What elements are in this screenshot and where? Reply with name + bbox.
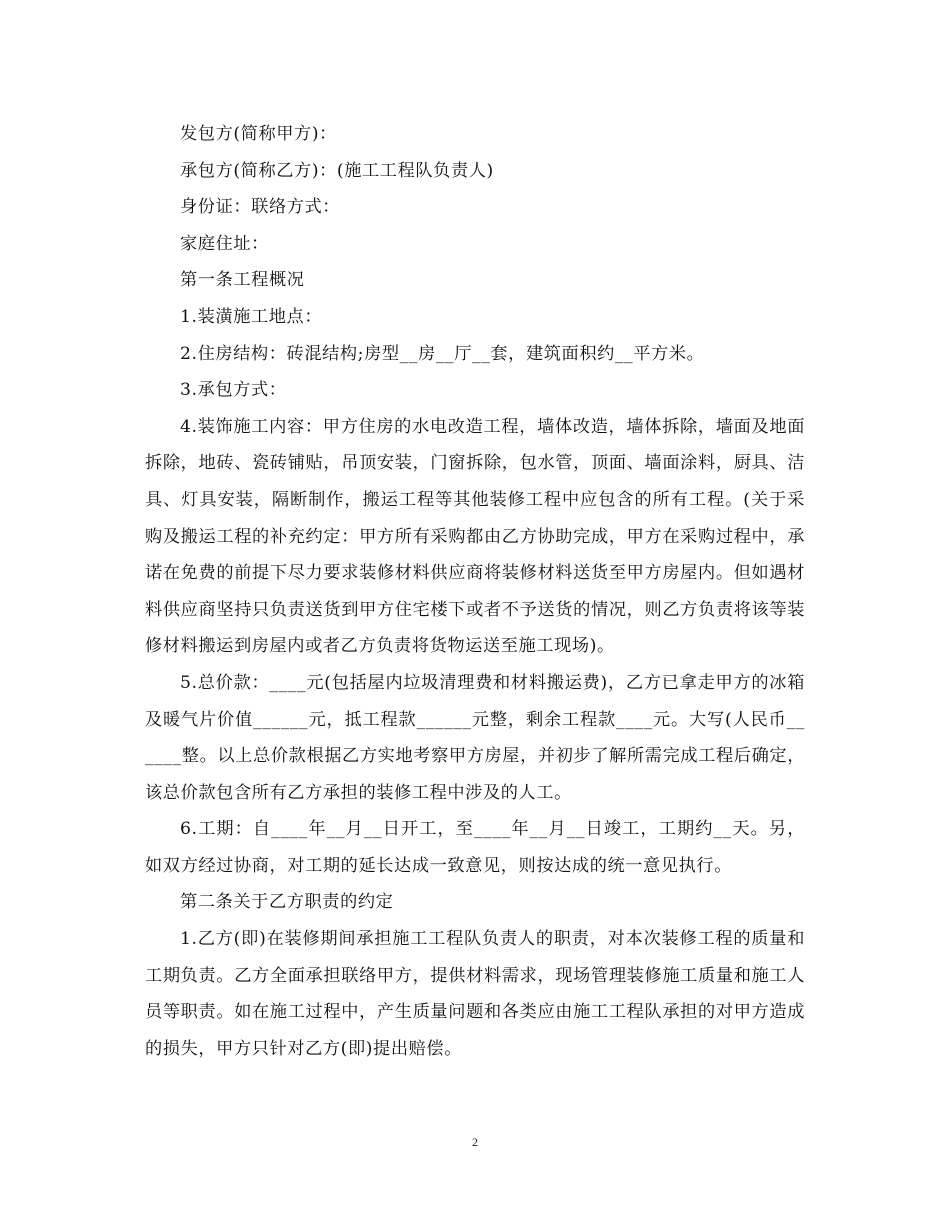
page-number: 2 [472,1135,478,1149]
clause-2-1: 1.乙方(即)在装修期间承担施工工程队负责人的职责，对本次装修工程的质量和工期负责。乙方全面承担联络甲方，提供材料需求，现场管理装修施工质量和施工人员等职责。如在施工过程中，产生质量问题和各类应由施工工程队承担的对甲方造成的损失，甲方只针对乙方(即)提出赔偿。 [145,929,805,1059]
article-1-heading: 第一条工程概况 [180,270,305,291]
clause-1-6: 6.工期：自____年__月__日开工，至____年__月__日竣工，工期约__天。另，如双方经过协商，对工期的延长达成一致意见，则按达成的统一意见执行。 [145,819,805,876]
party-a-line: 发包方(简称甲方)： [180,124,337,144]
id-contact-line: 身份证：联络方式： [180,197,341,218]
home-address-line: 家庭住址： [180,233,269,254]
document-body [145,116,805,1067]
party-b-line: 承包方(简称乙方)：(施工工程队负责人) [180,160,494,181]
clause-1-4: 4.装饰施工内容：甲方住房的水电改造工程，墙体改造，墙体拆除，墙面及地面拆除，地砖、瓷砖铺贴，吊顶安装，门窗拆除，包水管，顶面、墙面涂料，厨具、洁具、灯具安装，隔断制作，搬运工程等其他装修工程中应包含的所有工程。(关于采购及搬运工程的补充约定：甲方所有采购都由乙方协助完成，甲方在采购过程中，承诺在免费的前提下尽力要求装修材料供应商将装修材料送货至甲方房屋内。但如遇材料供应商坚持只负责送货到甲方住宅楼下或者不予送货的情况，则乙方负责将该等装修材料搬运到房屋内或者乙方负责将货物运送至施工现场)。 [145,416,805,657]
clause-1-2: 2.住房结构：砖混结构;房型__房__厅__套，建筑面积约__平方米。 [180,343,705,364]
clause-1-1: 1.装潢施工地点： [180,306,323,327]
clause-1-3: 3.承包方式： [180,380,287,401]
article-2-heading: 第二条关于乙方职责的约定 [180,892,394,913]
clause-1-5: 5.总价款：____元(包括屋内垃圾清理费和材料搬运费)，乙方已拿走甲方的冰箱及暖气片价值______元，抵工程款______元整，剩余工程款____元。大写(人民币______整。以上总价款根据乙方实地考察甲方房屋，并初步了解所需完成工程后确定，该总价款包含所有乙方承担的装修工程中涉及的人工。 [145,672,805,803]
